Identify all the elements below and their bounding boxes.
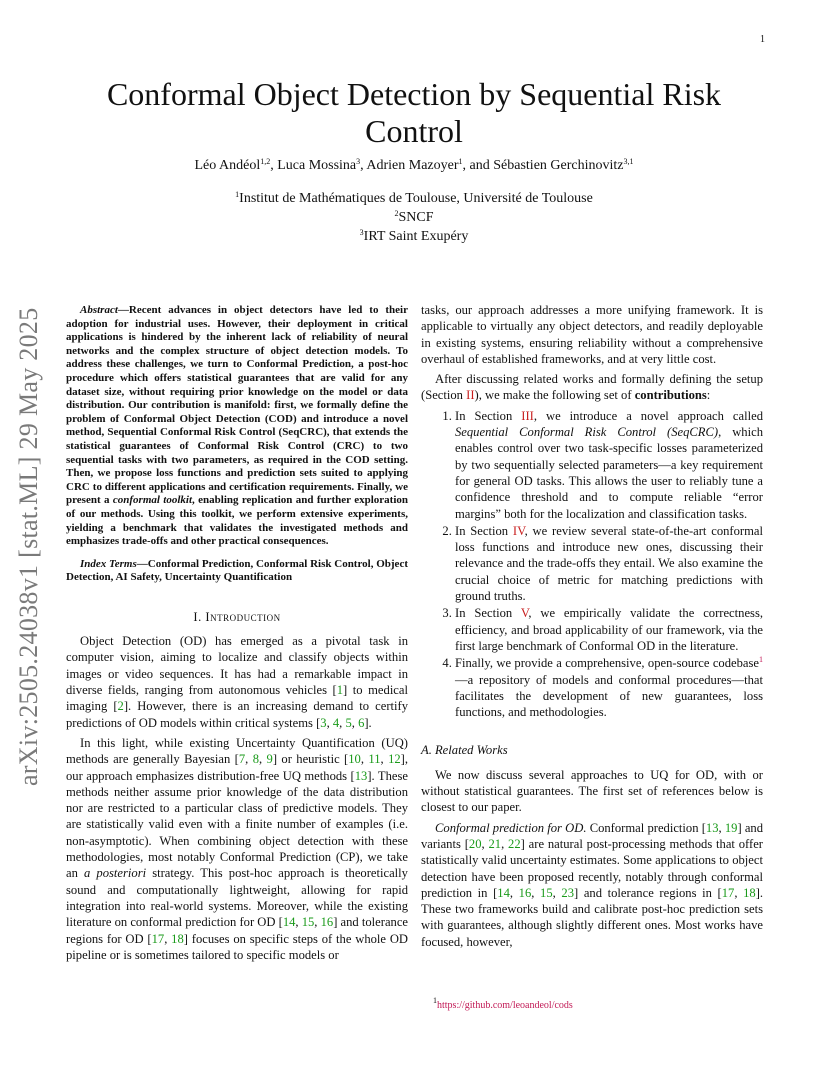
author-name: Léo Andéol (194, 158, 261, 173)
section-heading: I. Introduction (193, 609, 281, 624)
arxiv-sidebar: arXiv:2505.24038v1 [stat.ML] 29 May 2025 (14, 307, 43, 786)
author-list: Léo Andéol$^{1,2}$, Luca Mossina$^3$, Adrien Mazoyer$^1$, and Sébastien Gerchinovitz$^{3,1}$ (194, 157, 634, 173)
page-number: 1 (760, 34, 765, 45)
list-item: 4. Finally, we provide a comprehensive, open-source codebase$^1$—a repository of models and conformal procedures—that facilitates the development of new guarantees, loss functions, and methodologies. (455, 655, 763, 720)
list-item: 3. In Section V, we empirically validate the correctness, efficiency, and broad applicability of our framework, via the first large benchmark of Conformal OD in the literature. (455, 605, 763, 654)
author-name: Luca Mossina (277, 158, 357, 173)
list-item: 1. In Section III, we introduce a novel approach called Sequential Conformal Risk Control (SeqCRC), which enables control over two task-specific losses parameterized by two sequentially selected parameters—a key requirement for general OD tasks. This allows the user to reliably tune a confidence threshold and to compute reliable “error margins” both for the localization and classification tasks. (455, 408, 763, 522)
paragraph: Object Detection (OD) has emerged as a pivotal task in computer vision, aiming to localize and classify objects within images or video sequences. It has had a remarkable impact in diverse fields, ranging from autonomous vehicles [1] to medical imaging [2]. However, there is an increasing demand to certify predictions of OD models within critical systems [3, 4, 5, 6]. (66, 634, 408, 730)
paragraph: tasks, our approach addresses a more unifying framework. It is applicable to virtually any object detectors, and readily deployable in existing systems, ensuring reliability without a comprehensive overhaul of established frameworks, and at very little cost. (421, 303, 763, 366)
paragraph: We now discuss several approaches to UQ for OD, with or without statistical guarantees. The first set of references below is closest to our paper. (421, 767, 763, 815)
right-column (421, 302, 763, 950)
list-item: 2. In Section IV, we review several state-of-the-art conformal loss functions and introduce new ones, discussing their relevance and the trade-offs they entail. We also examine the crucial choice of metric for matching predictions with ground truths. (455, 523, 763, 604)
footnote-link[interactable]: 1 (759, 655, 763, 665)
footnote-url[interactable]: https://github.com/leoandeol/cods (437, 1000, 573, 1011)
author-name: Adrien Mazoyer (366, 158, 459, 173)
subsection-heading: A. Related Works (421, 743, 508, 758)
paper-title: Conformal Object Detection by Sequential Risk Control (106, 76, 722, 149)
left-column (66, 304, 408, 963)
abstract: Abstract—Recent advances in object detectors have led to their adoption for industrial uses. However, their deployment in critical applications is hindered by the inherent lack of reliability of neural networks and the complex structure of object detection models. To address these challenges, we turn to Conformal Prediction, a post-hoc procedure which offers statistical guarantees that are valid for any dataset size, without requiring prior knowledge on the model or data distribution. Our contribution is manifold: first, we formally define the problem of Conformal Object Detection (COD) and introduce a novel method, Sequential Conformal Risk Control (SeqCRC), that extends the statistical guarantees of Conformal Risk Control (CRC) to two sequential tasks with two parameters, as required in the COD setting. Then, we propose loss functions and prediction sets suited to applying CRC to different applications and certification requirements. Finally, we present a conformal toolkit, enabling replication and further exploration of our methods. Using this toolkit, we perform extensive experiments, yielding a benchmark that validates the investigated methods and emphasizes trade-offs and other practical consequences. (66, 304, 409, 548)
paragraph: In this light, while existing Uncertainty Quantification (UQ) methods are generally Bayesian [7, 8, 9] or heuristic [10, 11, 12], our approach emphasizes distribution-free UQ methods [13]. These methods neither assume prior knowledge of the data distribution nor are restricted to a particular class of predictive models. They are statistically valid even with a finite number of examples (i.e. non-asymptotic). When combining object detection with these methodologies, most notably Conformal Prediction (CP), we take an a posteriori strategy. This post-hoc approach is theoretically sound and computationally lightweight, allowing for rapid integration into real-world systems. Moreover, while the existing literature on conformal prediction for OD [14, 15, 16] and tolerance regions for OD [17, 18] focuses on specific steps of the whole OD pipeline or is sometimes tailored to specific models or (66, 735, 409, 962)
paragraph: After discussing related works and formally defining the setup (Section II), we make the following set of contributions: (421, 372, 763, 403)
index-terms: Index Terms—Conformal Prediction, Conformal Risk Control, Object Detection, AI Safety, Uncertainty Quantification (66, 557, 408, 584)
paragraph: Conformal prediction for OD. Conformal prediction [13, 19] and variants [20, 21, 22] are natural post-processing methods that offer statistically valid uncertainty estimates. Some applications to object detection have been proposed recently, notably through conformal prediction in [14, 16, 15, 23] and tolerance regions in [17, 18]. These two frameworks build and calibrate post-hoc prediction sets with guarantees, although slightly different ones. Most works have focused, however, (421, 820, 764, 949)
affiliation: $^1$Institut de Mathématiques de Toulouse, Université de Toulouse (235, 190, 593, 206)
affiliation: $^2$SNCF (394, 209, 434, 225)
affiliation: $^3$IRT Saint Exupéry (359, 228, 469, 244)
footnote: $^1$https://github.com/leoandeol/cods (433, 996, 573, 1011)
author-name: Sébastien Gerchinovitz (493, 158, 624, 173)
contributions-list (421, 408, 763, 721)
